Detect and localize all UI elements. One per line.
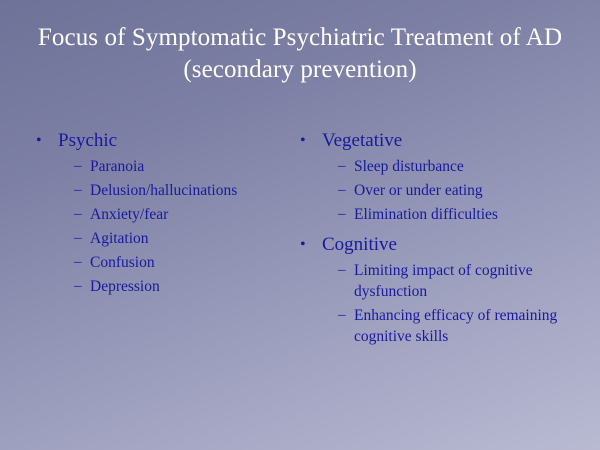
list-item (338, 260, 600, 302)
bullet-dash-icon: – (74, 254, 82, 270)
list-item-label: Elimination difficulties (354, 206, 498, 223)
list-item-label: Over or under eating (354, 182, 483, 199)
bullet-heading-label: Vegetative (322, 130, 403, 151)
list-item (74, 204, 292, 225)
bullet-heading-vegetative (300, 128, 600, 154)
bullet-dash-icon: – (338, 307, 346, 323)
list-item-label: Anxiety/fear (90, 206, 169, 223)
bullet-dot-icon: • (300, 236, 306, 253)
bullet-dash-icon: – (74, 182, 82, 198)
list-item-label: Sleep disturbance (354, 158, 464, 175)
list-item-label: Agitation (90, 230, 149, 247)
page-title: Focus of Symptomatic Psychiatric Treatment of AD (secondary prevention) (37, 24, 563, 83)
bullet-dash-icon: – (74, 230, 82, 246)
bullet-dash-icon: – (74, 278, 82, 294)
list-item-label: Paranoia (90, 158, 145, 175)
bullet-group-cognitive (300, 232, 600, 347)
bullet-dash-icon: – (338, 158, 346, 174)
list-item (74, 252, 292, 273)
list-item-label: Delusion/hallucinations (90, 182, 238, 199)
content-columns (0, 128, 600, 354)
bullet-heading-label: Cognitive (322, 234, 397, 255)
bullet-group-vegetative (300, 128, 600, 225)
bullet-dot-icon: • (36, 132, 42, 149)
list-item (338, 180, 600, 201)
bullet-heading-psychic (36, 128, 292, 154)
bullet-dash-icon: – (74, 158, 82, 174)
bullet-heading-cognitive (300, 232, 600, 258)
bullet-dash-icon: – (74, 206, 82, 222)
list-item-label: Enhancing efficacy of remaining cognitive skills (354, 307, 558, 345)
bullet-dash-icon: – (338, 206, 346, 222)
left-column (0, 128, 292, 354)
list-item (338, 156, 600, 177)
bullet-dot-icon: • (300, 132, 306, 149)
bullet-dash-icon: – (338, 182, 346, 198)
list-item-label: Limiting impact of cognitive dysfunction (354, 262, 533, 300)
list-item (338, 204, 600, 225)
list-item-label: Depression (90, 278, 160, 295)
list-item (74, 276, 292, 297)
bullet-heading-label: Psychic (58, 130, 118, 151)
bullet-dash-icon: – (338, 262, 346, 278)
list-item (74, 156, 292, 177)
right-column (292, 128, 600, 354)
list-item-label: Confusion (90, 254, 155, 271)
bullet-group-psychic (36, 128, 292, 297)
list-item (74, 180, 292, 201)
list-item (338, 305, 600, 347)
list-item (74, 228, 292, 249)
